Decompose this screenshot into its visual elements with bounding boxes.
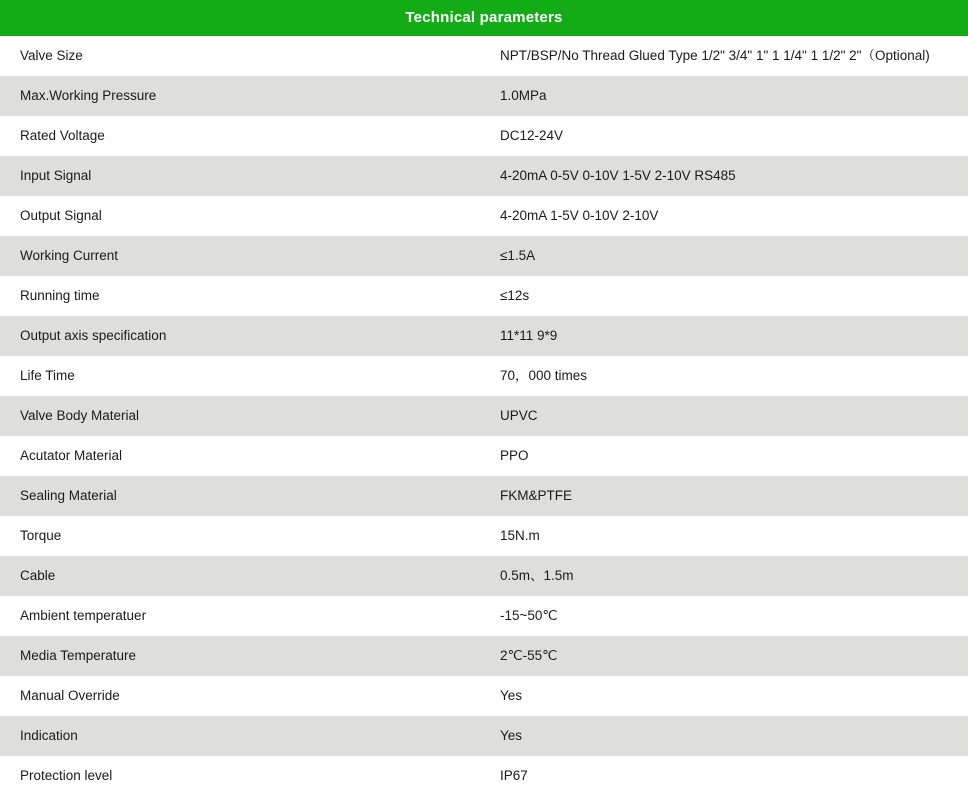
parameter-value: 4-20mA 1-5V 0-10V 2-10V [484, 196, 968, 236]
parameter-label: Input Signal [0, 156, 484, 196]
parameter-label: Valve Size [0, 36, 484, 76]
parameter-value: NPT/BSP/No Thread Glued Type 1/2" 3/4" 1" 1 1/4" 1 1/2" 2"（Optional) [484, 36, 968, 76]
table-title: Technical parameters [0, 0, 968, 36]
parameter-value: ≤12s [484, 276, 968, 316]
table-row [0, 116, 968, 156]
parameter-value: 2℃-55℃ [484, 636, 968, 676]
table-row [0, 676, 968, 716]
parameter-label: Working Current [0, 236, 484, 276]
parameter-value: UPVC [484, 396, 968, 436]
table-row [0, 556, 968, 596]
table-row [0, 716, 968, 756]
parameter-value: 0.5m、1.5m [484, 556, 968, 596]
table-row [0, 436, 968, 476]
parameter-label: Cable [0, 556, 484, 596]
table-row [0, 516, 968, 556]
parameter-value: IP67 [484, 756, 968, 796]
table-row [0, 196, 968, 236]
table-row [0, 316, 968, 356]
parameter-value: PPO [484, 436, 968, 476]
parameter-label: Protection level [0, 756, 484, 796]
parameter-value: 11*11 9*9 [484, 316, 968, 356]
table-row [0, 476, 968, 516]
parameter-label: Max.Working Pressure [0, 76, 484, 116]
parameter-label: Rated Voltage [0, 116, 484, 156]
table-row [0, 276, 968, 316]
parameter-value: Yes [484, 676, 968, 716]
parameter-value: -15~50℃ [484, 596, 968, 636]
table-row [0, 76, 968, 116]
parameter-value: FKM&PTFE [484, 476, 968, 516]
parameter-value: 1.0MPa [484, 76, 968, 116]
parameter-value: 4-20mA 0-5V 0-10V 1-5V 2-10V RS485 [484, 156, 968, 196]
parameter-value: DC12-24V [484, 116, 968, 156]
table-row [0, 596, 968, 636]
parameter-label: Sealing Material [0, 476, 484, 516]
table-row [0, 36, 968, 76]
parameter-label: Output axis specification [0, 316, 484, 356]
table-row [0, 356, 968, 396]
parameter-label: Running time [0, 276, 484, 316]
table-header-row [0, 0, 968, 36]
parameter-label: Media Temperature [0, 636, 484, 676]
table-row [0, 156, 968, 196]
parameter-value: ≤1.5A [484, 236, 968, 276]
parameter-label: Output Signal [0, 196, 484, 236]
table-row [0, 236, 968, 276]
parameter-value: 70，000 times [484, 356, 968, 396]
table-row [0, 636, 968, 676]
parameter-label: Torque [0, 516, 484, 556]
parameter-label: Ambient temperatuer [0, 596, 484, 636]
parameter-label: Acutator Material [0, 436, 484, 476]
parameter-label: Life Time [0, 356, 484, 396]
table-row [0, 756, 968, 796]
parameter-label: Valve Body Material [0, 396, 484, 436]
parameter-label: Manual Override [0, 676, 484, 716]
parameter-label: Indication [0, 716, 484, 756]
parameter-value: Yes [484, 716, 968, 756]
parameter-value: 15N.m [484, 516, 968, 556]
table-row [0, 396, 968, 436]
